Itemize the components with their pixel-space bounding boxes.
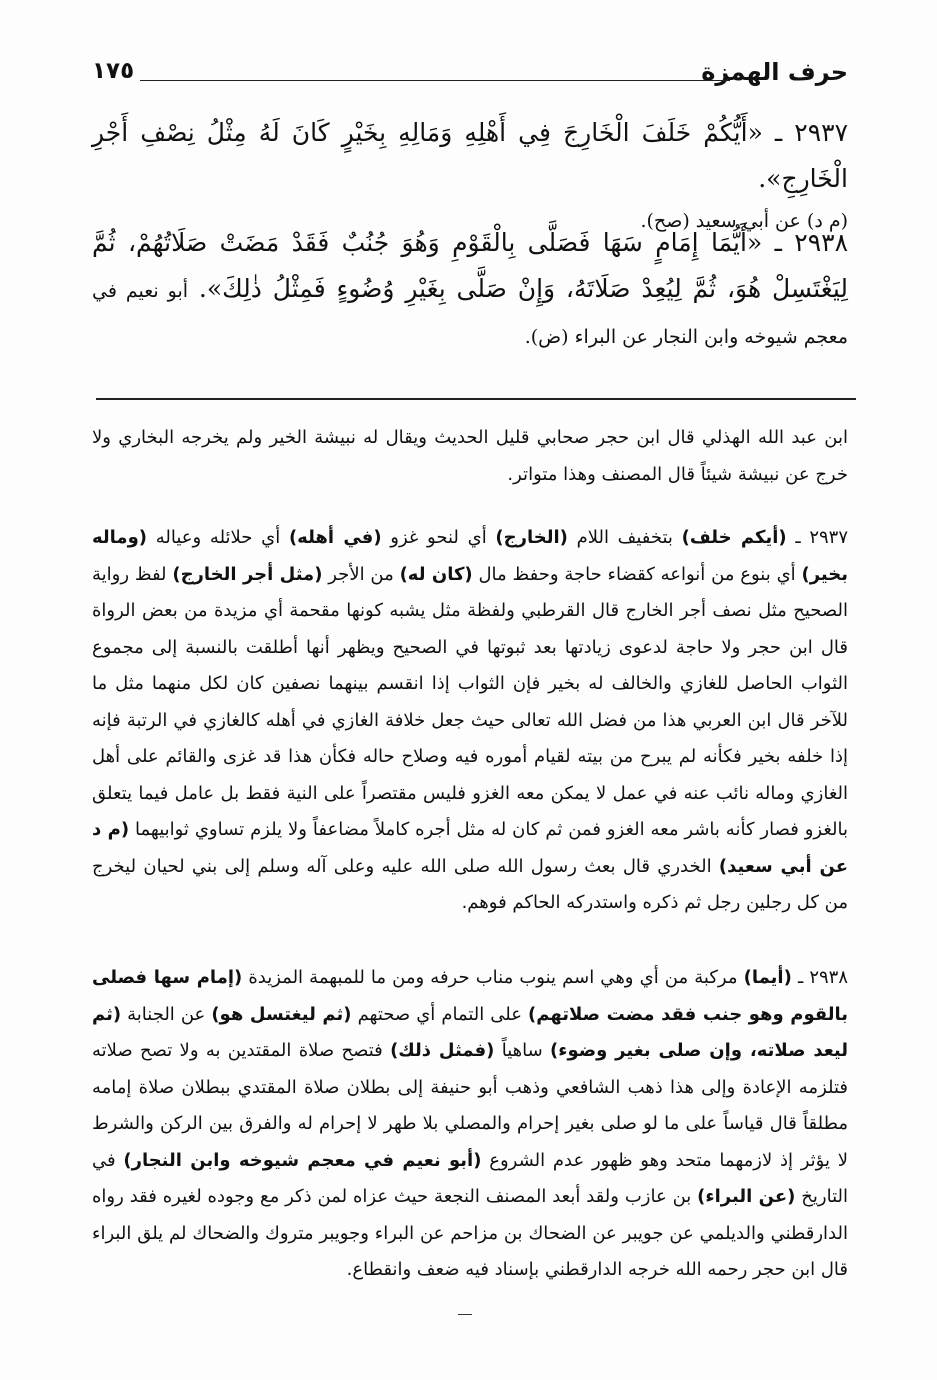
quoted-phrase: (إمام سها فصلى بالقوم وهو جنب فقد مضت صلاتهم) <box>92 967 849 1025</box>
quoted-phrase: (م د عن أبي سعيد) <box>92 819 849 877</box>
quoted-phrase: (ثم ليغتسل هو) <box>211 1003 352 1025</box>
commentary-text: على التمام أي صحتهم <box>351 1003 529 1025</box>
quoted-phrase: (ثم ليعد صلاته، وإن صلى بغير وضوء) <box>92 1003 848 1061</box>
header-rule <box>140 80 730 81</box>
quoted-phrase: (فمثل ذلك) <box>390 1040 495 1061</box>
quoted-phrase: (عن البراء) <box>697 1186 796 1207</box>
quoted-phrase: (وماله بخير) <box>92 527 848 585</box>
commentary-text: الخدري قال بعث رسول الله صلى الله عليه وعلى آله وسلم إلى بني لحيان ليخرج من كل رجلين رجل ثم ذكره واستدركه الحاكم فوهم. <box>92 855 848 913</box>
commentary-text: أي بنوع من أنواعه كقضاء حاجة وحفظ مال <box>472 563 802 585</box>
commentary-text: لفظ رواية الصحيح مثل نصف أجر الخارج قال القرطبي ولفظة مثل يشبه كونها مقحمة أي مزيدة من بعض الرواة قال ابن حجر ولا حاجة لدعوى زيادتها بعد ثبوتها في الصحيح ويظهر أنها أطلقت بالنسبة إلى مجموع الثواب الحاصل للغازي والخالف له بخير فإن الثواب إذا انقسم بينهما نصفين كان لكل منهما مثل ما للآخر قال ابن العربي هذا من فضل الله تعالى حيث جعل خلافة الغازي في أهله كالغازي في الرتبة فإنه إذا خلفه بخير فكأنه لم يبرح من بيته لقيام أموره فيه وصلاح حاله فكأن هذا قد غزى والقائم على أهل الغازي وماله نائب عنه في عمل لا يمكن معه الغزو فليس مقتصراً على النية فقط بل عامل فيما يتعلق بالغزو فصار كأنه باشر معه الغزو فمن ثم كان له مثل أجره كاملاً مضاعفاً ولا يلزم تساوي ثوابيهما <box>92 563 848 840</box>
commentary-text: عن الجنابة <box>121 1003 212 1025</box>
commentary-2937 <box>92 520 848 922</box>
hadith-body: ٢٩٣٨ ـ «أَيُّمَا إِمَامٍ سَهَا فَصَلَّى بِالْقَوْمِ وَهُوَ جُنُبٌ فَقَدْ مَضَتْ صَلَاتُهُمْ، ثُمَّ لِيَغْتَسِلْ هُوَ، ثُمَّ لِيُعِدْ صَلَاتَهُ، وَإِنْ صَلَّى بِغَيْرِ وُضُوءٍ فَمِثْلُ ذٰلِكَ». <box>92 228 848 303</box>
quoted-phrase: (أيما) <box>743 967 792 988</box>
footnote-divider <box>96 398 856 400</box>
commentary-text: أي لنحو غزو <box>381 527 496 548</box>
hadith-2938 <box>92 220 848 358</box>
hadith-text <box>92 220 848 358</box>
quoted-phrase: (في أهله) <box>288 527 382 548</box>
commentary-text: ساهياً <box>494 1040 551 1061</box>
commentary-text: مركبة من أي وهي اسم ينوب مناب حرفه ومن ما للمبهمة المزيدة <box>242 967 744 988</box>
page-end-mark <box>458 1314 472 1315</box>
commentary-text: بتخفيف اللام <box>567 527 682 548</box>
quoted-phrase: (أبو نعيم في معجم شيوخه وابن النجار) <box>123 1149 482 1171</box>
hadith-source: أبو نعيم في معجم شيوخه وابن النجار عن البراء (ض). <box>92 280 848 348</box>
page-number: ١٧٥ <box>92 58 135 84</box>
chapter-title: حرف الهمزة <box>701 58 848 86</box>
quoted-phrase: (مثل أجر الخارج) <box>172 563 323 585</box>
quoted-phrase: (أيكم خلف) <box>681 527 787 548</box>
commentary-text: بن عازب ولقد أبعد المصنف النجعة حيث عزاه لمن ذكر مع وجوده لغيره فقد رواه الدارقطني والديلمي عن جويبر عن الضحاك بن مزاحم عن البراء وجويبر متروك والضحاك لم يلق البراء قال ابن حجر رحمه الله خرجه الدارقطني بإسناد فيه ضعف وانقطاع. <box>92 1186 848 1280</box>
commentary-text: فتصح صلاة المقتدين به ولا تصح صلاته فتلزمه الإعادة وإلى هذا ذهب الشافعي وذهب أبو حنيفة إلى بطلان صلاة المقتدي ببطلان صلاة إمامه مطلقاً قال قياساً على ما لو صلى بغير إحرام والمصلي بلا طهر لا إحرام له والفرق بين الركن والشرط لا يؤثر إذ لازمهما متحد وهو ظهور عدم الشروع <box>92 1040 848 1171</box>
hadith-source: (م د) عن أبي سعيد (صح). <box>640 210 848 232</box>
commentary-intro: ابن عبد الله الهذلي قال ابن حجر صحابي قليل الحديث ويقال له نبيشة الخير ولم يخرجه البخاري ولا خرج عن نبيشة شيئاً قال المصنف وهذا متواتر. <box>92 427 848 485</box>
commentary-text: في التاريخ <box>92 1149 848 1207</box>
commentary-text: ٢٩٣٧ ـ <box>786 527 849 548</box>
page-header <box>92 58 848 98</box>
quoted-phrase: (الخارج) <box>495 527 568 548</box>
hadith-text: ٢٩٣٧ ـ «أَيُّكُمْ خَلَفَ الْخَارِجَ فِي أَهْلِهِ وَمَالِهِ بِخَيْرٍ كَانَ لَهُ مِثْلُ نِصْفِ أَجْرِ الْخَارِجِ». <box>92 118 848 193</box>
commentary-2938 <box>92 960 848 1289</box>
quoted-phrase: (كان له) <box>399 563 473 585</box>
commentary-text: من الأجر <box>322 563 400 585</box>
commentary-text: ٢٩٣٨ ـ <box>791 967 848 988</box>
commentary-text: أي حلائله وعياله <box>147 527 289 548</box>
